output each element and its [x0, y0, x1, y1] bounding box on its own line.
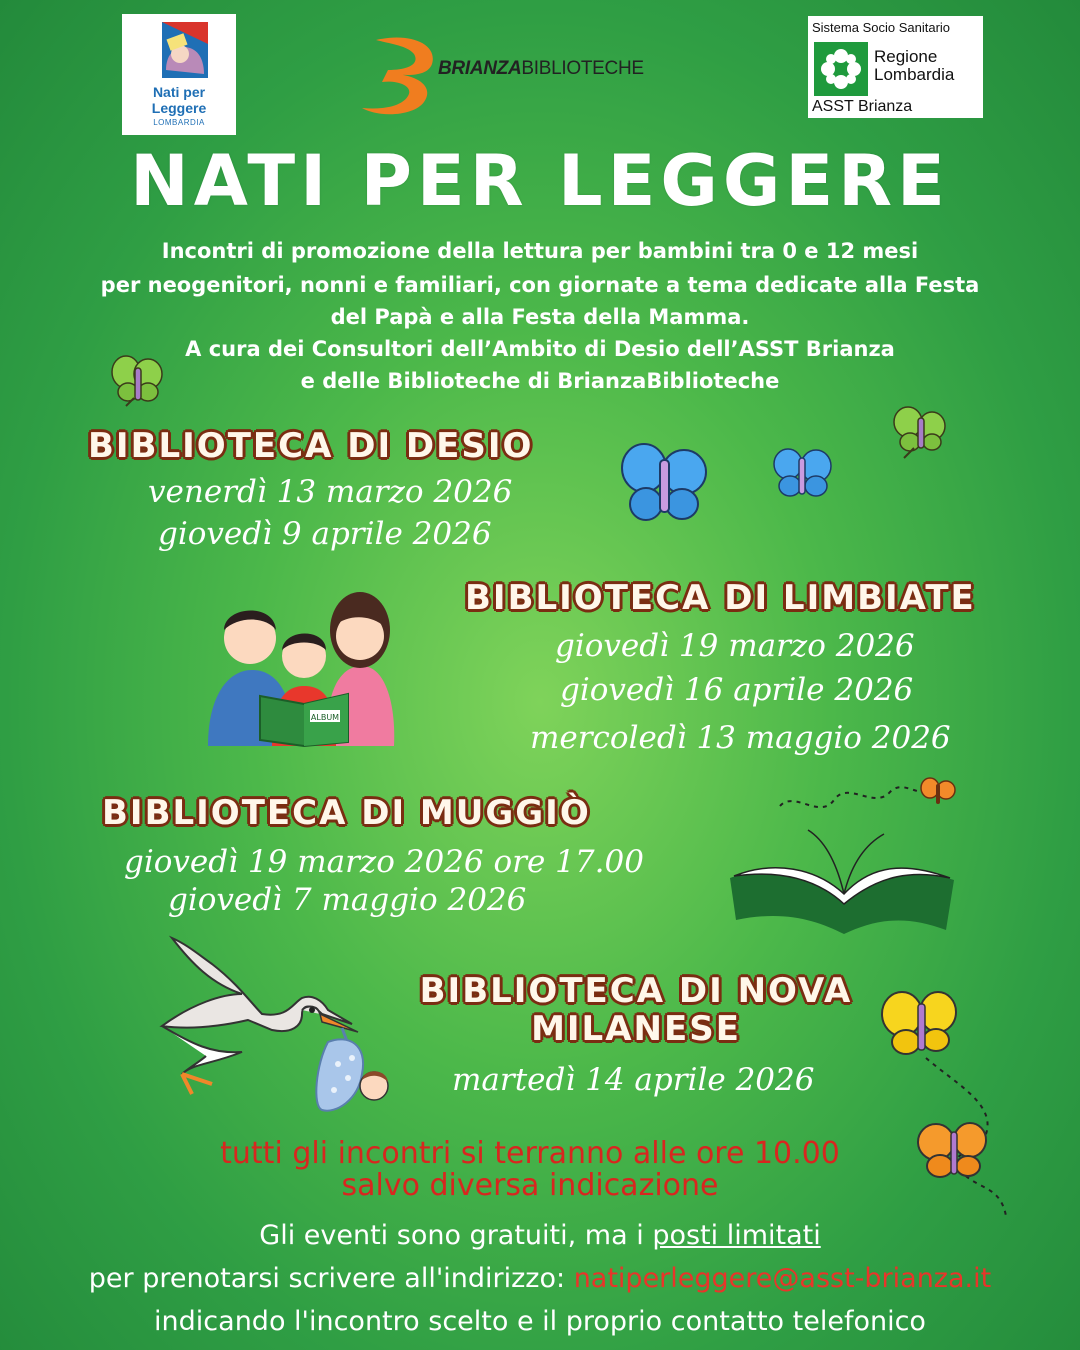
- blue-butterfly-icon: [770, 444, 836, 502]
- time-notice: [140, 1138, 920, 1202]
- nova-line1: BIBLIOTECA DI NOVA: [419, 971, 853, 1011]
- date-desio-1: venerdì 13 marzo 2026: [148, 474, 513, 510]
- email-link[interactable]: natiperleggere@asst-brianza.it: [573, 1263, 992, 1294]
- bb-light: BIBLIOTECHE: [521, 58, 644, 79]
- footer-line2-text: per prenotarsi scrivere all'indirizzo:: [88, 1263, 574, 1294]
- date-limbiate-3: mercoledì 13 maggio 2026: [530, 720, 951, 756]
- library-title-nova: [396, 972, 876, 1048]
- rl-system: Sistema Socio Sanitario: [812, 20, 951, 35]
- npl-line2: Leggere: [151, 100, 207, 116]
- booking-info: [40, 1214, 1040, 1343]
- lombardia-rose-icon: [814, 42, 868, 96]
- date-muggio-2: giovedì 7 maggio 2026: [168, 882, 527, 918]
- orange-butterfly-icon: [921, 778, 955, 804]
- green-butterfly-icon: [106, 350, 170, 410]
- nati-per-leggere-logo: [122, 14, 236, 135]
- green-butterfly-icon: [888, 400, 952, 460]
- notice-line1: tutti gli incontri si terranno alle ore 10.00: [220, 1136, 840, 1171]
- npl-line1: Nati per: [152, 84, 206, 100]
- book-label: ALBUM: [310, 713, 340, 722]
- intro-line: Incontri di promozione della lettura per bambini tra 0 e 12 mesi: [161, 239, 919, 263]
- notice-line2: salvo diversa indicazione: [341, 1168, 719, 1203]
- limited-seats-text: posti limitati: [652, 1220, 821, 1251]
- date-nova-1: martedì 14 aprile 2026: [452, 1062, 815, 1098]
- rl-region1: Regione: [874, 47, 938, 66]
- intro-line: e delle Biblioteche di BrianzaBiblioteche: [300, 369, 780, 393]
- date-limbiate-1: giovedì 19 marzo 2026: [555, 628, 915, 664]
- intro-line: A cura dei Consultori dell’Ambito di Desio dell’ASST Brianza: [185, 337, 895, 361]
- footer-line1-text: Gli eventi sono gratuiti, ma i: [259, 1220, 653, 1251]
- date-muggio-1: giovedì 19 marzo 2026 ore 17.00: [124, 844, 644, 880]
- yellow-butterfly-icon: [882, 992, 956, 1054]
- page-title: NATI PER LEGGERE: [130, 140, 950, 222]
- brianza-biblioteche-logo: [358, 30, 668, 120]
- regione-lombardia-logo: [808, 16, 983, 118]
- npl-region: LOMBARDIA: [153, 118, 205, 127]
- footer-line3: indicando l'incontro scelto e il proprio contatto telefonico: [154, 1306, 926, 1337]
- library-title-muggio: BIBLIOTECA DI MUGGIÒ: [102, 793, 591, 833]
- orange-butterfly-icon: [918, 1123, 986, 1177]
- blue-butterfly-icon: [616, 438, 712, 534]
- nova-line2: MILANESE: [531, 1009, 741, 1049]
- date-limbiate-2: giovedì 16 aprile 2026: [560, 672, 914, 708]
- rl-region2: Lombardia: [874, 65, 955, 84]
- footer-line2: [40, 1257, 1040, 1300]
- stork-baby-illustration: [152, 934, 398, 1118]
- library-title-desio: BIBLIOTECA DI DESIO: [88, 426, 534, 466]
- reading-child-icon: [122, 14, 236, 84]
- bb-bold: BRIANZA: [438, 58, 522, 79]
- library-title-limbiate: BIBLIOTECA DI LIMBIATE: [465, 578, 976, 618]
- swirl-icon: [358, 30, 448, 120]
- rl-asst: ASST Brianza: [812, 98, 913, 115]
- intro-line: del Papà e alla Festa della Mamma.: [330, 305, 750, 329]
- intro-text: [60, 234, 1020, 396]
- footer-line1: [40, 1214, 1040, 1257]
- intro-line: per neogenitori, nonni e familiari, con giornate a tema dedicate alla Festa: [100, 273, 980, 297]
- family-reading-illustration: [208, 586, 396, 748]
- date-desio-2: giovedì 9 aprile 2026: [158, 516, 492, 552]
- open-book-illustration: [724, 770, 964, 940]
